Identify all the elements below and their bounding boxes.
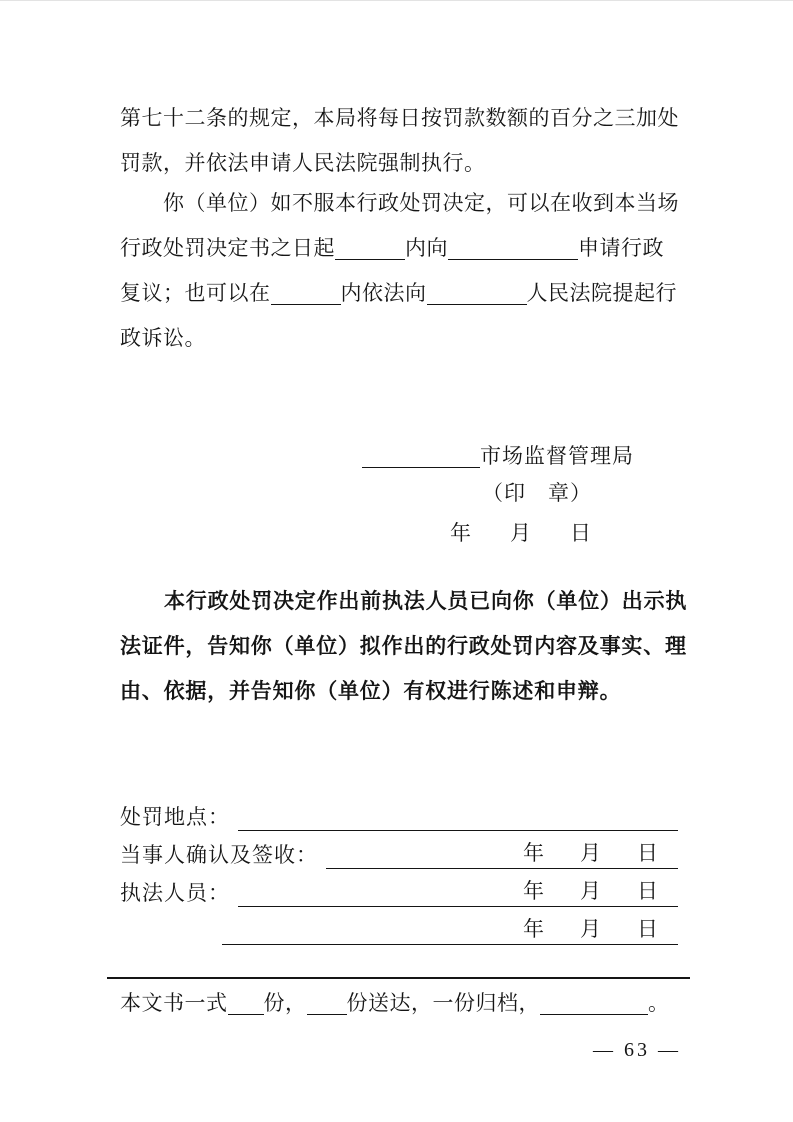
text-segment: 第七十二条的规定，本局将每日按罚款数额的百分之三加处罚款，并依法申请人民法院强制执行。: [120, 106, 679, 175]
blank-court-name: [427, 282, 527, 305]
text-segment: 你（单位）如不服本行政处罚决定，可以在收到本当场行政处罚决定书之日起: [120, 191, 679, 260]
day-label: 日: [637, 917, 658, 941]
paragraph-penalty-surcharge: [120, 96, 682, 186]
signature-block: [120, 439, 682, 553]
blank-officer-2: [222, 911, 678, 945]
blank-review-organ: [448, 237, 578, 260]
seal-note: （印 章）: [482, 481, 592, 505]
blank-party-sign: [326, 835, 678, 869]
page-number: — 63 —: [593, 1039, 681, 1061]
year-label: 年: [523, 917, 544, 941]
text-segment: 份，: [263, 991, 307, 1015]
day-label: 日: [570, 521, 592, 545]
month-label: 月: [580, 917, 601, 941]
blank-officer: [238, 873, 678, 907]
fields-section: [120, 793, 678, 945]
year-label: 年: [523, 879, 544, 903]
field-row-officer-2: [120, 907, 678, 945]
blank-copies-count: [228, 996, 264, 1015]
field-row-location: [120, 793, 678, 831]
text-segment: 。: [648, 991, 670, 1015]
blank-location: [238, 797, 678, 831]
text-segment: 本文书一式: [120, 991, 228, 1015]
paragraph-rights-notice: 本行政处罚决定作出前执法人员已向你（单位）出示执法证件，告知你（单位）拟作出的行政处罚内容及事实、理由、依据，并告知你（单位）有权进行陈述和申辩。: [120, 590, 688, 703]
year-label: 年: [450, 521, 472, 545]
blank-review-period: [335, 237, 405, 260]
blank-served-count: [307, 996, 347, 1015]
month-label: 月: [580, 841, 601, 865]
blank-authority-name: [362, 447, 480, 468]
footer-divider: [107, 977, 690, 979]
blank-archive-note: [540, 996, 648, 1015]
text-segment: 申请行政复议；也可以在: [120, 236, 664, 305]
month-label: 月: [510, 521, 532, 545]
text-segment: 人民法院提起行政诉讼。: [120, 281, 677, 350]
field-row-officer: [120, 869, 678, 907]
year-label: 年: [523, 841, 544, 865]
signature-date-line: [120, 513, 682, 553]
authority-line: [120, 439, 682, 473]
text-segment: 内向: [405, 236, 448, 260]
month-label: 月: [580, 879, 601, 903]
field-label-officer: 执法人员：: [120, 881, 230, 905]
field-label-location: 处罚地点：: [120, 805, 230, 829]
field-label-party-sign: 当事人确认及签收：: [120, 843, 318, 867]
field-row-party-sign: [120, 831, 678, 869]
day-label: 日: [637, 841, 658, 865]
text-segment: 内依法向: [340, 281, 427, 305]
blank-litigation-period: [271, 282, 341, 305]
authority-name: 市场监督管理局: [480, 444, 634, 468]
paragraph-appeal-rights: [120, 181, 682, 361]
text-segment: 份送达，一份归档，: [346, 991, 540, 1015]
footer-copies-note: [120, 987, 690, 1019]
day-label: 日: [637, 879, 658, 903]
